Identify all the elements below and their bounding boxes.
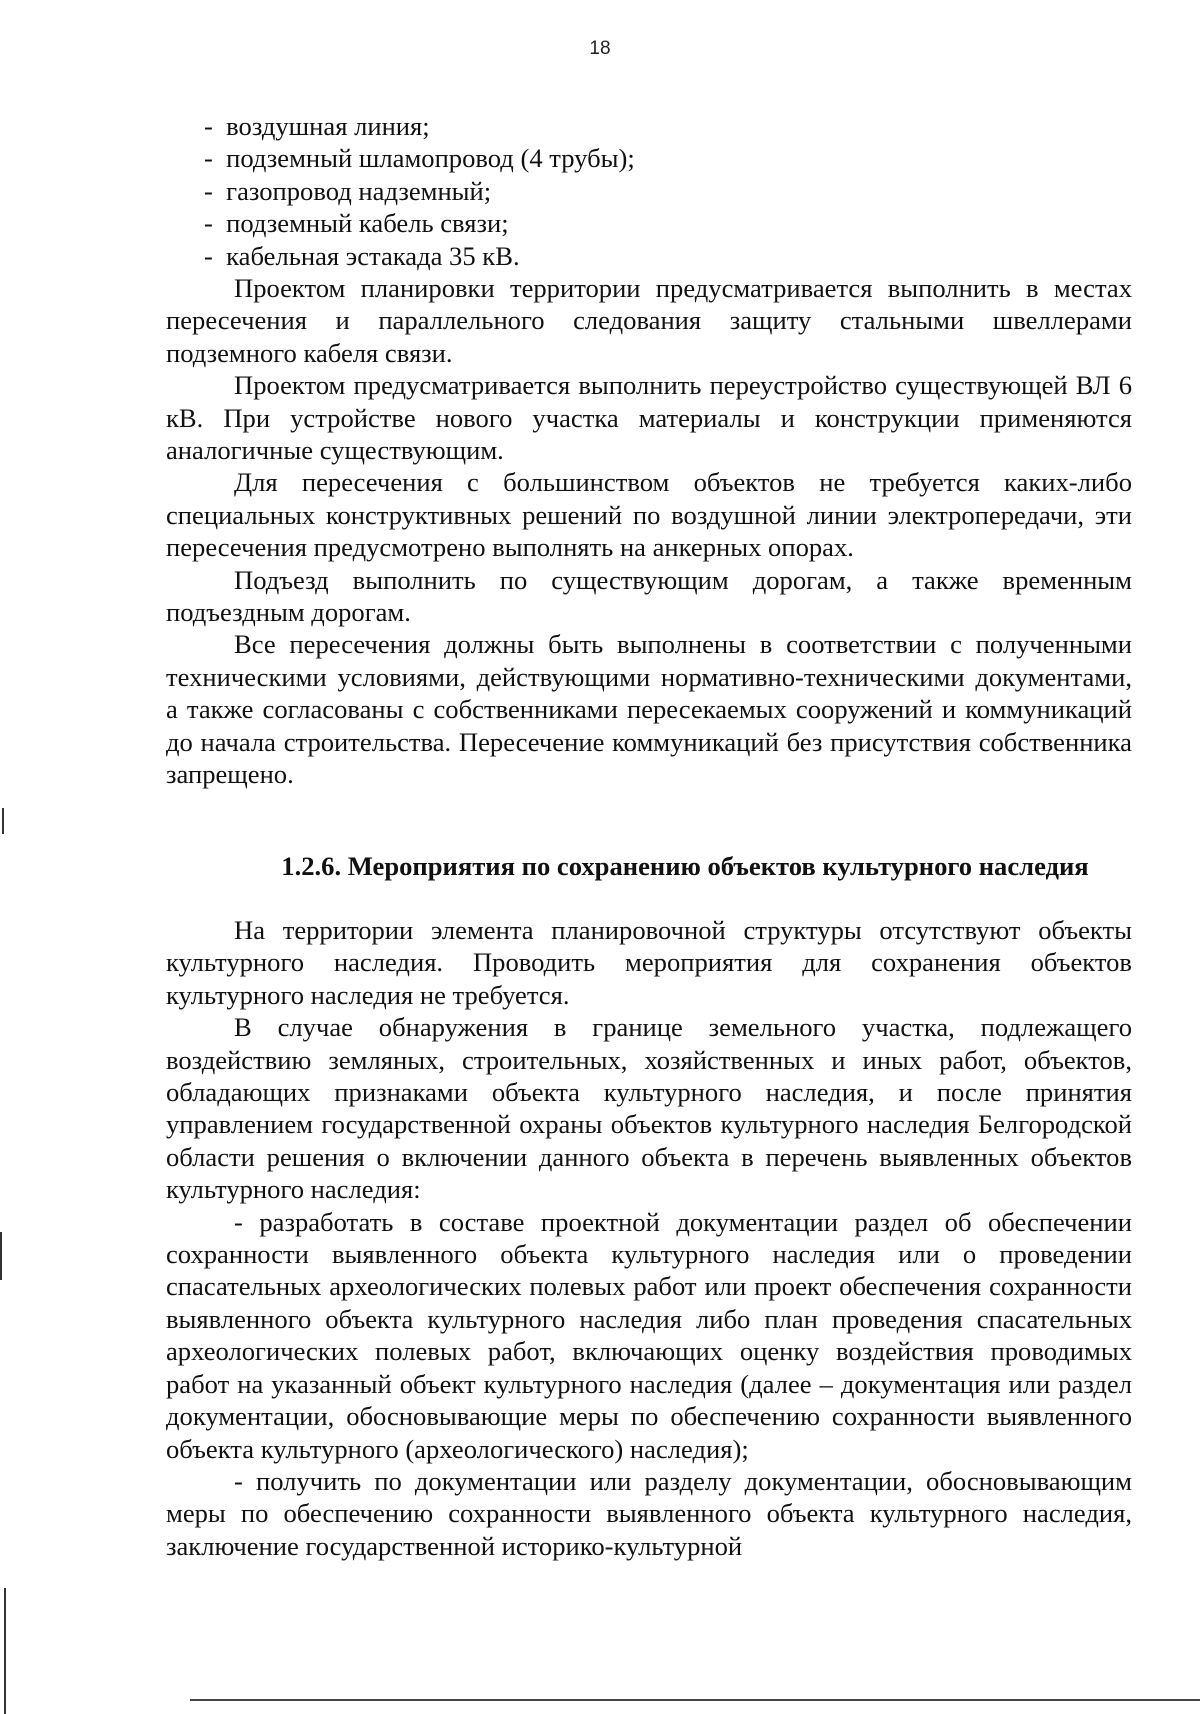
page-number: 18 [589, 38, 611, 59]
scan-edge-mark [4, 1588, 6, 1714]
paragraph: В случае обнаружения в границе земельного участка, подлежащего воздействию земляных, строительных, хозяйственных и иных работ, объектов, обладающих признаками объекта культурного наследия, и после принятия управлением государственной охраны объектов культурного наследия Белгородской области решения о включении данного объекта в перечень выявленных объектов культурного наследия: [166, 1012, 1132, 1205]
paragraph: Проектом планировки территории предусматривается выполнить в местах пересечения и параллельного следования защиту стальными швеллерами подземного кабеля связи. [166, 273, 1132, 368]
dash-list-item: - получить по документации или разделу документации, обосновывающим меры по обеспечению сохранности выявленного объекта культурного наследия, заключение государственной историко-культурной [166, 1465, 1132, 1561]
list-item: - газопровод надземный; [204, 175, 492, 206]
scan-edge-mark [2, 808, 4, 834]
paragraph: На территории элемента планировочной структуры отсутствуют объекты культурного наследия. Проводить мероприятия для сохранения объектов культурного наследия не требуется. [166, 915, 1132, 1010]
paragraph: Проектом предусматривается выполнить переустройство существующей ВЛ 6 кВ. При устройстве нового участка материалы и конструкции применяются аналогичные существующим. [166, 370, 1132, 466]
list-item: - подземный кабель связи; [204, 208, 509, 239]
body-section-heritage [166, 914, 1132, 1562]
paragraph: Все пересечения должны быть выполнены в соответствии с полученными техническими условиями, действующими нормативно-техническими документами, а также согласованы с собственниками пересекаемых сооружений и коммуникаций до начала строительства. Пересечение коммуникаций без присутствия собственника запрещено. [166, 629, 1132, 790]
list-item: - кабельная эстакада 35 кВ. [204, 240, 520, 271]
footer-rule [190, 1699, 1200, 1701]
dash-list-item: - разработать в составе проектной документации раздел об обеспечении сохранности выявленного объекта культурного наследия или о проведении спасательных археологических полевых работ или проект обеспечения сохранности выявленного объекта культурного наследия либо план проведения спасательных археологических полевых работ, включающих оценку воздействия проводимых работ на указанный объект культурного наследия (далее – документация или раздел документации, обосновывающие меры по обеспечению сохранности выявленного объекта культурного (археологического) наследия); [166, 1206, 1132, 1464]
section-heading: 1.2.6. Мероприятия по сохранению объектов культурного наследия [281, 851, 1089, 881]
bullet-list [166, 110, 1132, 272]
paragraph: Для пересечения с большинством объектов не требуется каких-либо специальных конструктивных решений по воздушной линии электропередачи, эти пересечения предусмотрено выполнять на анкерных опорах. [166, 467, 1132, 563]
body-section-crossings [166, 272, 1132, 791]
scan-edge-mark [0, 1232, 2, 1280]
list-item: - подземный шламопровод (4 трубы); [204, 143, 635, 174]
list-item: - воздушная линия; [204, 111, 430, 141]
paragraph: Подъезд выполнить по существующим дорогам, а также временным подъездным дорогам. [166, 564, 1132, 628]
